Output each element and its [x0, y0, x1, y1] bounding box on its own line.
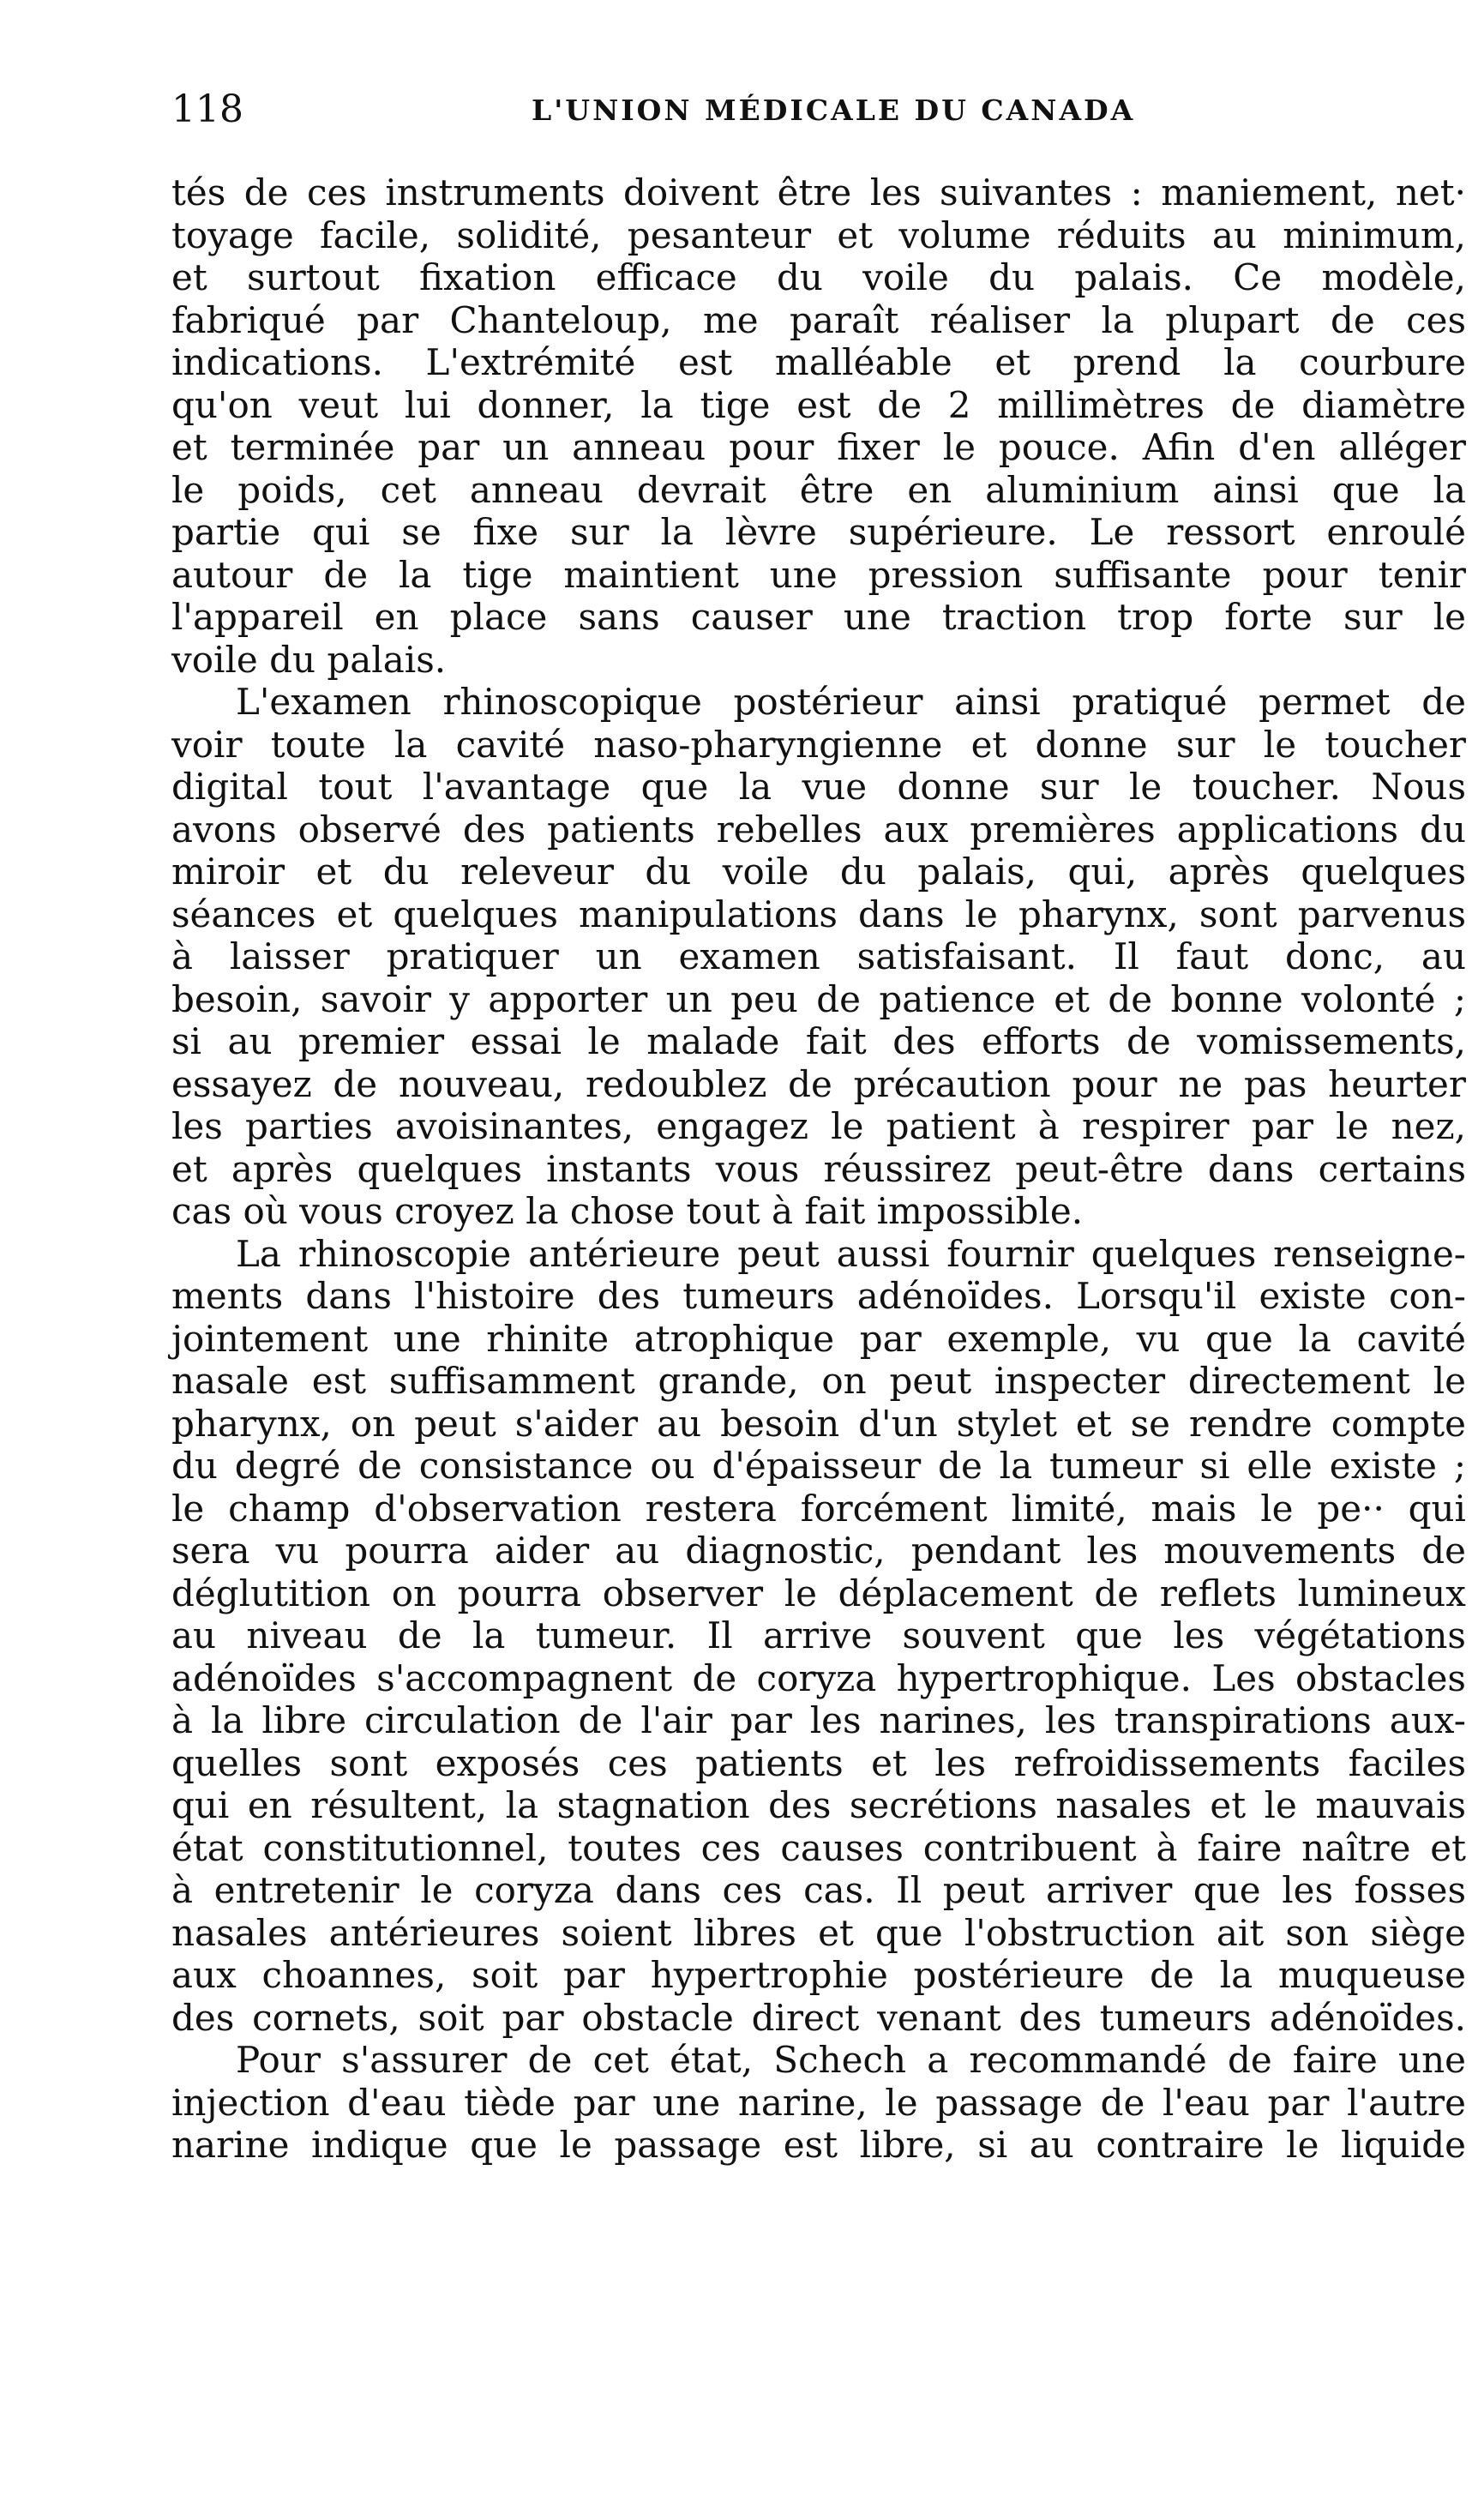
text-line: qui en résultent, la stagnation des secrétions nasales et le mauvais [171, 1784, 1466, 1826]
article-body [171, 171, 1466, 2167]
text-line: sera vu pourra aider au diagnostic, pendant les mouvements de [171, 1530, 1466, 1572]
text-line: voir toute la cavité naso-pharyngienne et donne sur le toucher [171, 723, 1466, 766]
page-number: 118 [171, 87, 243, 131]
text-line: si au premier essai le malade fait des efforts de vomissements, [171, 1020, 1466, 1062]
text-line: et terminée par un anneau pour fixer le pouce. Afin d'en alléger [171, 426, 1466, 468]
text-line: à entretenir le coryza dans ces cas. Il peut arriver que les fosses [171, 1869, 1466, 1911]
text-line: besoin, savoir y apporter un peu de patience et de bonne volonté ; [171, 977, 1466, 1020]
text-line: miroir et du releveur du voile du palais, qui, après quelques [171, 851, 1466, 893]
paragraph-2 [171, 681, 1466, 1233]
text-line: du degré de consistance ou d'épaisseur de la tumeur si elle existe ; [171, 1445, 1466, 1487]
text-line: le poids, cet anneau devrait être en aluminium ainsi que la [171, 468, 1466, 511]
text-line: autour de la tige maintient une pression suffisante pour tenir [171, 553, 1466, 596]
text-line: narine indique que le passage est libre, si au contraire le liquide [171, 2124, 1466, 2166]
text-line: déglutition on pourra observer le déplacement de reflets lumineux [171, 1572, 1466, 1614]
text-line: injection d'eau tiède par une narine, le passage de l'eau par l'autre [171, 2081, 1466, 2124]
text-line: au niveau de la tumeur. Il arrive souvent que les végétations [171, 1614, 1466, 1656]
text-line: indications. L'extrémité est malléable et prend la courbure [171, 341, 1466, 383]
text-line: tés de ces instruments doivent être les suivantes : maniement, net· [171, 171, 1466, 213]
text-line: état constitutionnel, toutes ces causes contribuent à faire naître et [171, 1826, 1466, 1869]
text-line: à la libre circulation de l'air par les narines, les transpirations aux- [171, 1699, 1466, 1741]
text-line: aux choannes, soit par hypertrophie postérieure de la muqueuse [171, 1954, 1466, 1996]
text-line: La rhinoscopie antérieure peut aussi fournir quelques renseigne- [236, 1232, 1466, 1275]
paragraph-1 [171, 171, 1466, 681]
page-header [171, 84, 1466, 135]
text-line: toyage facile, solidité, pesanteur et volume réduits au minimum, [171, 213, 1466, 256]
paragraph-3 [171, 1233, 1466, 2040]
text-line: les parties avoisinantes, engagez le patient à respirer par le nez, [171, 1105, 1466, 1147]
text-line: le champ d'observation restera forcément limité, mais le pe·· qui [171, 1487, 1466, 1530]
text-line: l'appareil en place sans causer une traction trop forte sur le [171, 596, 1466, 638]
text-line: adénoïdes s'accompagnent de coryza hypertrophique. Les obstacles [171, 1656, 1466, 1699]
text-line: à laisser pratiquer un examen satisfaisant. Il faut donc, au [171, 935, 1466, 977]
text-line: digital tout l'avantage que la vue donne sur le toucher. Nous [171, 766, 1466, 808]
text-line: nasales antérieures soient libres et que l'obstruction ait son siège [171, 1911, 1466, 1954]
paragraph-4 [171, 2039, 1466, 2167]
text-line: et après quelques instants vous réussirez peut-être dans certains [171, 1147, 1466, 1190]
text-line: qu'on veut lui donner, la tige est de 2 millimètres de diamètre [171, 383, 1466, 426]
text-line: quelles sont exposés ces patients et les refroidissements faciles [171, 1741, 1466, 1784]
text-line: et surtout fixation efficace du voile du palais. Ce modèle, [171, 256, 1466, 298]
text-line: essayez de nouveau, redoublez de précaution pour ne pas heurter [171, 1062, 1466, 1105]
text-line: partie qui se fixe sur la lèvre supérieure. Le ressort enroulé [171, 511, 1466, 553]
text-line: jointement une rhinite atrophique par exemple, vu que la cavité [171, 1317, 1466, 1360]
text-line: fabriqué par Chanteloup, me paraît réaliser la plupart de ces [171, 298, 1466, 341]
text-line: pharynx, on peut s'aider au besoin d'un stylet et se rendre compte [171, 1402, 1466, 1445]
text-line: nasale est suffisamment grande, on peut inspecter directement le [171, 1360, 1466, 1402]
text-line: Pour s'assurer de cet état, Schech a recommandé de faire une [236, 2039, 1466, 2081]
text-line: L'examen rhinoscopique postérieur ainsi pratiqué permet de [236, 681, 1466, 723]
text-line: ments dans l'histoire des tumeurs adénoïdes. Lorsqu'il existe con- [171, 1275, 1466, 1317]
text-line: séances et quelques manipulations dans le pharynx, sont parvenus [171, 893, 1466, 935]
text-line: des cornets, soit par obstacle direct venant des tumeurs adénoïdes. [171, 1996, 1466, 2039]
text-line: avons observé des patients rebelles aux premières applications du [171, 808, 1466, 851]
text-line: cas où vous croyez la chose tout à fait impossible. [171, 1190, 1084, 1232]
text-line: voile du palais. [171, 638, 447, 681]
running-title: L'UNION MÉDICALE DU CANADA [532, 93, 1136, 127]
